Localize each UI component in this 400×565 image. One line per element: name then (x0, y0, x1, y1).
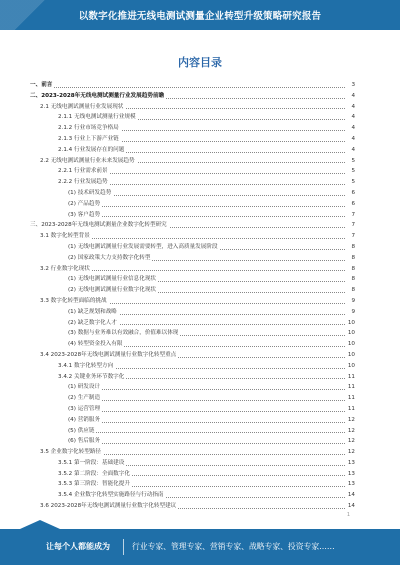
toc-entry-page: 9 (349, 307, 355, 318)
toc-leader-dots (68, 411, 345, 412)
toc-entry-label: 3.5.4 企业数字化转型实施路径与行动指南 (58, 492, 164, 499)
toc-row[interactable] (30, 393, 355, 404)
toc-row[interactable] (30, 156, 355, 167)
toc-entry-page: 13 (346, 469, 355, 480)
toc-entry-label: 2.1.1 无线电测试测量行业规模 (58, 114, 136, 121)
toc-row[interactable] (30, 134, 355, 145)
page-title: 内容目录 (178, 56, 222, 69)
toc-row[interactable] (30, 404, 355, 415)
toc-entry-page: 8 (349, 274, 355, 285)
toc-entry-page: 13 (346, 458, 355, 469)
toc-leader-dots (68, 443, 345, 444)
toc-entry-page: 8 (349, 253, 355, 264)
toc-row[interactable] (30, 469, 355, 480)
toc-entry-label: 3.5.3 第三阶段：智能化提升 (58, 481, 130, 488)
toc-entry-label: (2) 产品趋势 (68, 200, 101, 207)
toc-entry-label: (3) 运营管理 (68, 405, 101, 412)
toc-entry-page: 4 (349, 112, 355, 123)
toc-entry-page: 11 (346, 372, 355, 383)
toc-entry-label: (2) 无线电测试测量行业数字化现状 (68, 287, 157, 294)
toc-entry-label: (1) 无线电测试测量行业发展需要转型，进入高质量发展阶段 (68, 243, 218, 250)
toc-row[interactable] (30, 372, 355, 383)
toc-row[interactable] (30, 285, 355, 296)
toc-row[interactable] (30, 145, 355, 156)
toc-entry-label: (4) 转型资金投入有限 (68, 341, 123, 348)
toc-entry-page: 4 (349, 91, 355, 102)
toc-row[interactable] (30, 210, 355, 221)
toc-entry-page: 4 (349, 102, 355, 113)
toc-entry-page: 7 (349, 231, 355, 242)
toc-row[interactable] (30, 415, 355, 426)
toc-leader-dots (68, 432, 345, 433)
toc-entry-page: 12 (346, 447, 355, 458)
toc-row[interactable] (30, 274, 355, 285)
toc-entry-label: 2.1.4 行业发展存在的问题 (58, 146, 125, 153)
toc-entry-page: 4 (349, 134, 355, 145)
page-number: 1 (346, 512, 350, 518)
toc-entry-label: (1) 研发设计 (68, 384, 101, 391)
footer-decoration (20, 520, 60, 529)
toc-row[interactable] (30, 328, 355, 339)
toc-row[interactable] (30, 264, 355, 275)
toc-entry-page: 10 (346, 350, 355, 361)
toc-entry-label: 3.5.1 第一阶段：基础建设 (58, 459, 125, 466)
header-bar (0, 0, 400, 30)
toc-entry-page: 11 (346, 393, 355, 404)
toc-entry-label: 三、2023-2028年无线电测试测量企业数字化转型研究 (30, 222, 167, 229)
toc-row[interactable] (30, 188, 355, 199)
toc-row[interactable] (30, 307, 355, 318)
toc-entry-label: (1) 技术研发趋势 (68, 189, 112, 196)
toc-entry-page: 11 (346, 404, 355, 415)
toc-entry-label: (5) 供应链 (68, 427, 95, 434)
toc-entry-page: 4 (349, 145, 355, 156)
toc-entry-label: 二、2023-2028年无线电测试测量行业发展趋势前瞻 (30, 92, 165, 99)
toc-entry-label: (2) 生产制造 (68, 395, 101, 402)
toc-row[interactable] (30, 501, 355, 512)
toc-entry-label: 3.5 企业数字化转型路径 (40, 449, 102, 456)
toc-entry-page: 10 (346, 318, 355, 329)
toc-entry-page: 7 (349, 210, 355, 221)
toc-leader-dots (68, 422, 345, 423)
toc-row[interactable] (30, 490, 355, 501)
toc-entry-page: 13 (346, 479, 355, 490)
toc-entry-label: 2.2.1 行业需求前景 (58, 168, 108, 175)
toc-row[interactable] (30, 458, 355, 469)
footer-tagline: 行业专家、管理专家、营销专家、战略专家、投资专家…… (132, 542, 335, 551)
toc-row[interactable] (30, 447, 355, 458)
table-of-contents (30, 80, 355, 512)
toc-entry-page: 12 (346, 436, 355, 447)
footer-slogan: 让每个人都能成为 (46, 542, 110, 551)
toc-row[interactable] (30, 80, 355, 91)
toc-leader-dots (30, 87, 345, 88)
toc-row[interactable] (30, 242, 355, 253)
toc-row[interactable] (30, 123, 355, 134)
toc-leader-dots (68, 216, 345, 217)
toc-entry-label: (4) 营销服务 (68, 416, 101, 423)
toc-row[interactable] (30, 91, 355, 102)
toc-entry-page: 4 (349, 123, 355, 134)
toc-entry-page: 14 (346, 490, 355, 501)
toc-entry-label: 2.2.2 行业发展趋势 (58, 179, 108, 186)
toc-leader-dots (68, 206, 345, 207)
toc-row[interactable] (30, 296, 355, 307)
toc-row[interactable] (30, 426, 355, 437)
toc-entry-label: (1) 无线电测试测量行业信息化现状 (68, 276, 157, 283)
toc-entry-page: 7 (349, 220, 355, 231)
toc-entry-page: 5 (349, 156, 355, 167)
toc-entry-page: 9 (349, 296, 355, 307)
toc-entry-page: 10 (346, 361, 355, 372)
toc-leader-dots (68, 389, 345, 390)
toc-entry-page: 3 (349, 80, 355, 91)
toc-entry-label: 3.6 2023-2028年无线电测试测量行业数字化转型建议 (40, 503, 177, 510)
toc-row[interactable] (30, 220, 355, 231)
toc-entry-label: 2.1.2 行业市场竞争格局 (58, 125, 119, 132)
toc-entry-label: (6) 售后服务 (68, 438, 101, 445)
toc-entry-label: 3.3 数字化转型面临的挑战 (40, 297, 107, 304)
toc-entry-page: 8 (349, 242, 355, 253)
toc-entry-page: 10 (346, 339, 355, 350)
toc-row[interactable] (30, 350, 355, 361)
toc-row[interactable] (30, 177, 355, 188)
toc-entry-page: 5 (349, 166, 355, 177)
toc-entry-label: 2.1 无线电测试测量行业发展现状 (40, 103, 124, 110)
footer-bar (0, 529, 400, 565)
toc-entry-page: 12 (346, 415, 355, 426)
toc-row[interactable] (30, 436, 355, 447)
toc-entry-label: 2.1.3 行业上下游产业链 (58, 135, 119, 142)
toc-row[interactable] (30, 102, 355, 113)
footer-divider (123, 539, 124, 555)
toc-entry-page: 8 (349, 285, 355, 296)
toc-entry-label: 3.4 2023-2028年无线电测试测量行业数字化转型重点 (40, 351, 177, 358)
toc-entry-label: 3.1 数字化转型背景 (40, 233, 90, 240)
toc-row[interactable] (30, 339, 355, 350)
toc-entry-page: 11 (346, 382, 355, 393)
toc-entry-label: (2) 国家政策大力支持数字化转型 (68, 254, 151, 261)
toc-row[interactable] (30, 253, 355, 264)
toc-entry-page: 5 (349, 177, 355, 188)
toc-row[interactable] (30, 112, 355, 123)
toc-row[interactable] (30, 361, 355, 372)
toc-row[interactable] (30, 166, 355, 177)
toc-entry-label: (3) 客户趋势 (68, 211, 101, 218)
toc-entry-label: 3.5.2 第二阶段：全面数字化 (58, 470, 130, 477)
toc-entry-page: 8 (349, 264, 355, 275)
toc-row[interactable] (30, 318, 355, 329)
toc-entry-page: 6 (349, 199, 355, 210)
toc-entry-label: 3.4.2 关键业务环节数字化 (58, 373, 125, 380)
toc-row[interactable] (30, 479, 355, 490)
toc-entry-page: 6 (349, 188, 355, 199)
toc-entry-label: (2) 缺乏数字化人才 (68, 319, 117, 326)
toc-entry-label: (3) 数据与业务难以有效融合，价值难以体现 (68, 330, 179, 337)
toc-entry-label: 3.4.1 数字化转型方向 (58, 362, 114, 369)
toc-entry-label: 一、前言 (30, 82, 53, 88)
toc-row[interactable] (30, 382, 355, 393)
toc-row[interactable] (30, 199, 355, 210)
toc-entry-label: 3.2 行业数字化现状 (40, 265, 90, 272)
report-title: 以数字化推进无线电测试测量企业转型升级策略研究报告 (78, 11, 322, 22)
toc-entry-page: 10 (346, 328, 355, 339)
toc-entry-page: 14 (346, 501, 355, 512)
toc-entry-page: 12 (346, 426, 355, 437)
toc-row[interactable] (30, 231, 355, 242)
toc-entry-label: (1) 缺乏规划和战略 (68, 308, 117, 315)
toc-leader-dots (68, 400, 345, 401)
toc-entry-label: 2.2 无线电测试测量行业未来发展趋势 (40, 157, 135, 164)
